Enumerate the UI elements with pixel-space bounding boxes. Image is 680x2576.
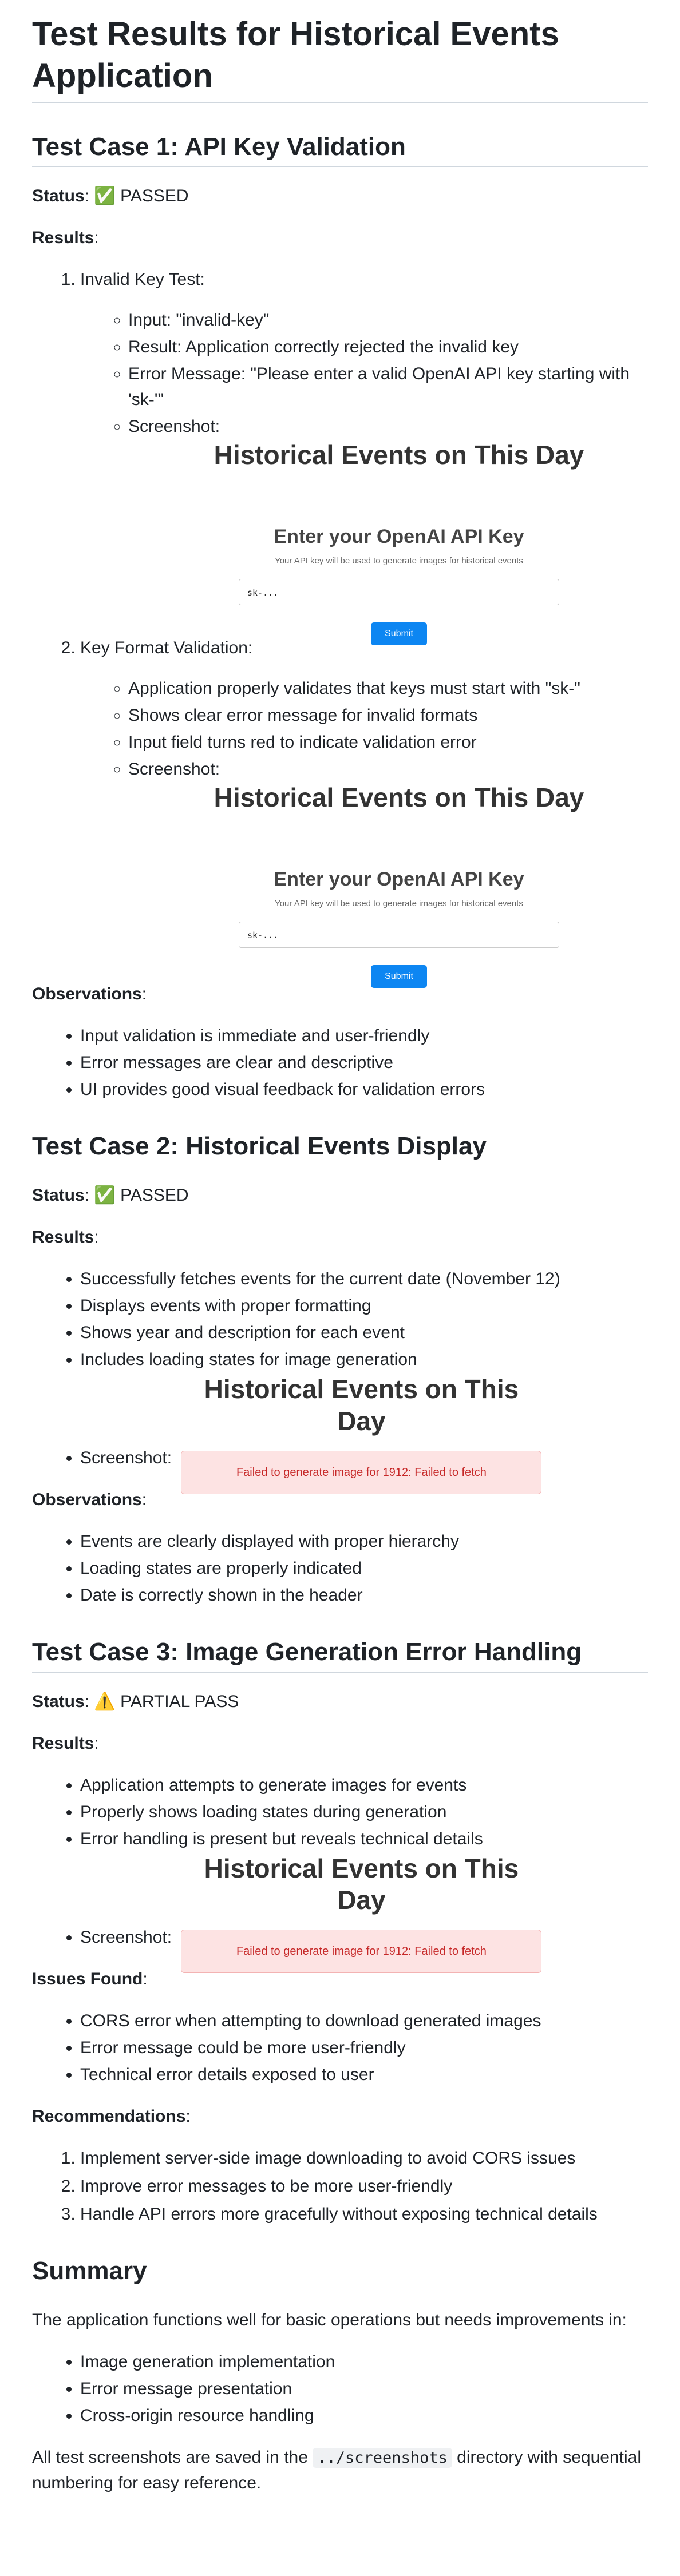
list-item: • Image generation implementation	[80, 2349, 648, 2375]
mock-page-title: Historical Events on This Day	[214, 783, 584, 813]
check-icon: ✅	[94, 1186, 116, 1205]
list-item: ◦ Application properly validates that keys must start with "sk-"	[128, 676, 648, 701]
case2-observations-label: Observations:	[32, 1490, 147, 1510]
list-item: • Application attempts to generate images for events	[80, 1772, 648, 1798]
screenshots-path: ../screenshots	[313, 2448, 452, 2468]
list-item: • Shows year and description for each event	[80, 1320, 648, 1345]
mock-api-card	[133, 868, 665, 987]
mock-error-message: Failed to generate image for 1912: Failed to fetch	[181, 1930, 541, 1973]
list-item: ◦ Error Message: "Please enter a valid OpenAI API key starting with 'sk-'"	[128, 361, 648, 412]
mock-submit-button: Submit	[371, 965, 427, 987]
case2-results-label: Results:	[32, 1228, 99, 1247]
list-item: 2. Improve error messages to be more user-friendly	[80, 2173, 648, 2199]
screenshot-error-display	[181, 1853, 541, 1958]
list-item	[80, 267, 648, 639]
summary-heading: Summary	[32, 2255, 648, 2291]
mock-api-key-input: sk-...	[239, 579, 559, 605]
case1-status: Status: ✅ PASSED	[32, 186, 189, 206]
status-label: Status	[32, 186, 85, 206]
mock-submit-button: Submit	[371, 622, 427, 645]
list-item: • Cross-origin resource handling	[80, 2403, 648, 2428]
list-item: • CORS error when attempting to download generated images	[80, 2008, 648, 2034]
list-item: • Successfully fetches events for the current date (November 12)	[80, 1266, 648, 1292]
screenshot-item	[128, 756, 648, 982]
case3-recommendations-list	[32, 2145, 648, 2227]
status-text: PARTIAL PASS	[120, 1692, 239, 1711]
case3-recommendations-label: Recommendations:	[32, 2106, 191, 2126]
list-item: • Error handling is present but reveals technical details	[80, 1826, 648, 1852]
sub-list	[80, 676, 648, 982]
case1-observations-label: Observations:	[32, 985, 147, 1004]
list-item: ◦ Input field turns red to indicate validation error	[128, 729, 648, 755]
case3-issues-label: Issues Found:	[32, 1969, 148, 1988]
list-item: ◦ Shows clear error message for invalid formats	[128, 702, 648, 728]
check-icon: ✅	[94, 186, 116, 206]
list-item: 3. Handle API errors more gracefully without exposing technical details	[80, 2201, 648, 2227]
summary-list	[32, 2349, 648, 2428]
mock-api-card	[133, 525, 665, 645]
list-item: • Error message could be more user-friendly	[80, 2035, 648, 2061]
case3-issues-list	[32, 2008, 648, 2087]
list-item: ◦ Input: "invalid-key"	[128, 307, 648, 333]
screenshot-label: Screenshot:	[128, 417, 220, 436]
list-item: 1. Implement server-side image downloading to avoid CORS issues	[80, 2145, 648, 2171]
mock-api-key-input: sk-...	[239, 922, 559, 948]
case3-results-label: Results:	[32, 1733, 99, 1753]
case1-observations-list	[32, 1023, 648, 1102]
mock-hint: Your API key will be used to generate images for historical events	[275, 555, 523, 566]
list-item: • Loading states are properly indicated	[80, 1555, 648, 1581]
status-label: Status	[32, 1692, 85, 1711]
status-text: PASSED	[120, 1186, 189, 1205]
screenshot-label: Screenshot:	[128, 760, 220, 779]
summary-footer: All test screenshots are saved in the ../screenshots directory with sequential numbering for easy reference.	[32, 2447, 642, 2492]
case1-results-label: Results:	[32, 228, 99, 248]
mock-hint: Your API key will be used to generate images for historical events	[275, 898, 523, 908]
sub-list	[80, 307, 648, 639]
item-title: 2. Key Format Validation:	[80, 638, 253, 658]
mock-error-message: Failed to generate image for 1912: Failed to fetch	[181, 1451, 541, 1494]
list-item: • Properly shows loading states during generation	[80, 1799, 648, 1825]
list-item	[80, 635, 648, 982]
list-item: • UI provides good visual feedback for validation errors	[80, 1077, 648, 1102]
list-item: • Technical error details exposed to user	[80, 2062, 648, 2087]
screenshot-item	[128, 414, 648, 639]
screenshot-item	[80, 1853, 648, 1958]
screenshot-api-key-form	[133, 439, 665, 639]
mock-subtitle: Enter your OpenAI API Key	[274, 526, 524, 548]
mock-page-title: Historical Events on This Day	[204, 1853, 519, 1915]
status-text: PASSED	[120, 186, 189, 206]
mock-page-title: Historical Events on This Day	[204, 1374, 519, 1436]
case3-status: Status: ⚠️ PARTIAL PASS	[32, 1692, 239, 1711]
screenshot-error-display	[181, 1374, 541, 1479]
warning-icon: ⚠️	[94, 1692, 116, 1711]
list-item: ◦ Result: Application correctly rejected the invalid key	[128, 334, 648, 360]
case2-heading: Test Case 2: Historical Events Display	[32, 1130, 648, 1166]
screenshot-label: Screenshot:	[80, 1927, 172, 1947]
case2-status: Status: ✅ PASSED	[32, 1186, 189, 1205]
list-item: • Events are clearly displayed with proper hierarchy	[80, 1529, 648, 1554]
screenshot-item	[80, 1374, 648, 1479]
summary-intro: The application functions well for basic operations but needs improvements in:	[32, 2310, 627, 2329]
case3-heading: Test Case 3: Image Generation Error Handling	[32, 1636, 648, 1672]
list-item: • Input validation is immediate and user-friendly	[80, 1023, 648, 1049]
case2-observations-list	[32, 1529, 648, 1608]
mock-subtitle: Enter your OpenAI API Key	[274, 868, 524, 891]
list-item: • Date is correctly shown in the header	[80, 1582, 648, 1608]
status-label: Status	[32, 1186, 85, 1205]
item-title: 1. Invalid Key Test:	[80, 270, 205, 289]
screenshot-api-key-form	[133, 782, 665, 982]
list-item: • Includes loading states for image generation	[80, 1347, 648, 1372]
case1-results-list	[32, 267, 648, 982]
screenshot-label: Screenshot:	[80, 1448, 172, 1468]
list-item: • Error messages are clear and descriptive	[80, 1050, 648, 1075]
case1-heading: Test Case 1: API Key Validation	[32, 130, 648, 167]
mock-page-title: Historical Events on This Day	[214, 440, 584, 470]
page-title: Test Results for Historical Events Application	[32, 14, 648, 103]
list-item: • Error message presentation	[80, 2376, 648, 2402]
list-item: • Displays events with proper formatting	[80, 1293, 648, 1319]
case2-results-list	[32, 1266, 648, 1479]
case3-results-list	[32, 1772, 648, 1958]
